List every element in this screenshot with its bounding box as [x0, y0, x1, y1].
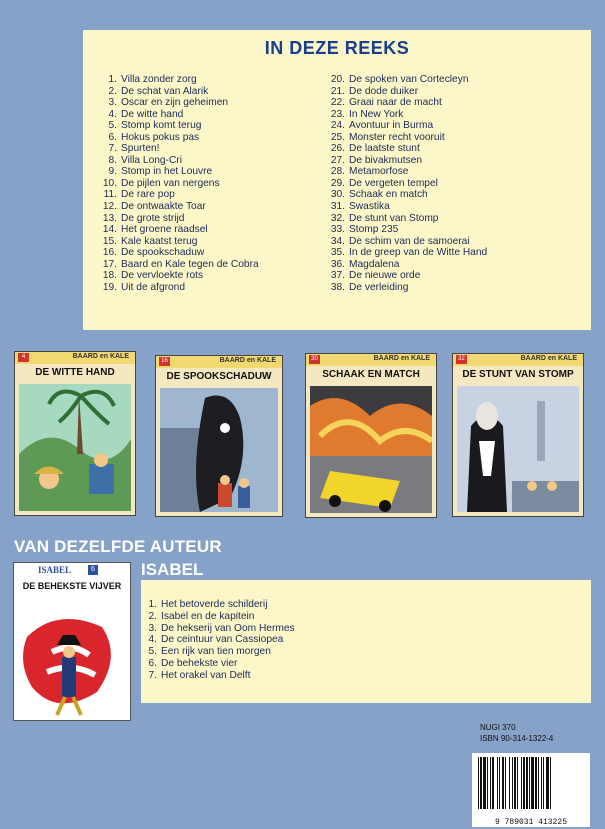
barcode-bar: [492, 757, 494, 809]
album-cover: [452, 353, 584, 517]
barcode-bar: [478, 757, 479, 809]
list-item: [97, 74, 259, 86]
barcode-bar: [490, 757, 491, 809]
list-item-number: 20.: [330, 74, 345, 85]
list-item-number: 31.: [330, 201, 345, 213]
barcode-bar: [535, 757, 537, 809]
series-list-col-2: [325, 74, 487, 293]
list-item: [325, 166, 487, 178]
list-item-title: Villa Long-Cri: [121, 154, 182, 166]
list-item: [325, 247, 487, 259]
cover-art-stunt-van-stomp: [457, 386, 579, 512]
list-item: [325, 155, 487, 167]
list-item: [325, 259, 487, 271]
isabel-cover-series: ISABEL: [38, 565, 72, 575]
list-item: [97, 201, 259, 213]
list-item-title: Isabel en de kapitein: [161, 610, 255, 622]
list-item-title: Stomp 235: [349, 224, 399, 236]
list-item: [325, 270, 487, 282]
list-item-number: 14.: [102, 224, 117, 236]
list-item: [141, 670, 295, 682]
list-item: [97, 143, 259, 155]
barcode-bar: [483, 757, 486, 809]
list-item: [325, 224, 487, 236]
list-item: [325, 213, 487, 225]
same-author-heading: VAN DEZELFDE AUTEUR: [14, 537, 222, 556]
list-item: [97, 270, 259, 282]
list-item-title: De ceintuur van Cassiopea: [161, 634, 284, 646]
barcode: [472, 753, 590, 827]
list-item-title: Het betoverde schilderij: [161, 599, 268, 610]
barcode-digits: 9 789031 413225: [494, 818, 567, 827]
list-item-title: Stomp komt terug: [121, 120, 202, 132]
list-item-title: De laatste stunt: [349, 143, 420, 155]
list-item-title: De dode duiker: [349, 85, 419, 97]
list-item-title: De spoken van Cortecleyn: [349, 74, 469, 85]
list-item: [325, 189, 487, 201]
isabel-list-panel: [141, 580, 591, 703]
list-item: [97, 224, 259, 236]
cover-title: DE WITTE HAND: [35, 367, 115, 378]
list-item-title: Oscar en zijn geheimen: [121, 97, 229, 109]
list-item: [141, 658, 295, 670]
cover-series-name: BAARD en KALE: [219, 357, 276, 364]
list-item-number: 17.: [102, 258, 117, 270]
list-item-title: De behekste vier: [161, 657, 238, 669]
barcode-bar: [529, 757, 530, 809]
list-item-number: 16.: [102, 247, 117, 259]
list-item-number: 8.: [108, 154, 117, 166]
barcode-bar: [480, 757, 482, 809]
list-item-title: Avontuur in Burma: [349, 120, 434, 132]
list-item-title: De bivakmutsen: [349, 154, 423, 166]
barcode-bar: [512, 757, 513, 809]
isbn-info: [480, 722, 553, 744]
list-item-title: Het orakel van Delft: [161, 669, 251, 681]
list-item-title: In New York: [349, 108, 404, 120]
list-item-number: 35.: [330, 247, 345, 259]
barcode-bars: [472, 753, 590, 813]
list-item: [97, 120, 259, 132]
barcode-bar: [487, 757, 488, 809]
barcode-bar: [550, 757, 551, 809]
list-item-title: Stomp in het Louvre: [121, 166, 213, 178]
list-item-number: 29.: [330, 177, 345, 189]
barcode-bar: [517, 757, 518, 809]
list-item-number: 2.: [108, 85, 117, 97]
cover-number: 16: [159, 357, 170, 366]
barcode-bar: [505, 757, 506, 809]
list-item-title: De verleiding: [349, 281, 409, 293]
list-item-number: 6.: [148, 657, 157, 669]
list-item-title: Baard en Kale tegen de Cobra: [121, 258, 259, 270]
list-item-number: 26.: [330, 143, 345, 155]
list-item-title: Een rijk van tien morgen: [161, 646, 271, 658]
list-item: [325, 86, 487, 98]
list-item: [97, 259, 259, 271]
list-item-title: Monster recht vooruit: [349, 131, 445, 143]
barcode-bar: [502, 757, 504, 809]
list-item-number: 10.: [102, 177, 117, 189]
barcode-bar: [531, 757, 534, 809]
isabel-cover-band: [14, 563, 130, 577]
list-item-title: De hekserij van Oom Hermes: [161, 622, 295, 634]
barcode-bar: [543, 757, 544, 809]
list-item-title: De ontwaakte Toar: [121, 201, 206, 213]
cover-number: 32: [456, 355, 467, 364]
list-item-number: 38.: [330, 281, 345, 293]
series-list-panel: [83, 30, 591, 330]
list-item-number: 18.: [102, 270, 117, 282]
list-item: [141, 646, 295, 658]
cover-art-schaak-en-match: [310, 386, 432, 513]
isabel-series-heading: ISABEL: [141, 560, 204, 579]
barcode-bar: [514, 757, 516, 809]
list-item: [325, 109, 487, 121]
list-item-number: 5.: [148, 646, 157, 658]
list-item-title: De spookschaduw: [121, 247, 205, 259]
list-item-title: De schim van de samoerai: [349, 235, 470, 247]
list-item-title: De witte hand: [121, 108, 184, 120]
list-item-title: Hokus pokus pas: [121, 131, 200, 143]
album-cover: [155, 355, 283, 517]
list-item-title: Magdalena: [349, 258, 400, 270]
list-item-title: Het groene raadsel: [121, 224, 208, 236]
list-item-number: 25.: [330, 131, 345, 143]
list-item: [97, 155, 259, 167]
list-item-title: De stunt van Stomp: [349, 212, 439, 224]
barcode-bar: [538, 757, 539, 809]
list-item-number: 11.: [103, 189, 117, 201]
list-item: [97, 97, 259, 109]
list-item: [97, 166, 259, 178]
barcode-bar: [497, 757, 498, 809]
list-item-number: 6.: [108, 131, 117, 143]
cover-series-name: BAARD en KALE: [72, 353, 129, 360]
list-item-title: De vergeten tempel: [349, 177, 438, 189]
list-item: [325, 236, 487, 248]
list-item: [141, 599, 295, 611]
list-item-title: Schaak en match: [349, 189, 428, 201]
list-item-number: 37.: [330, 270, 345, 282]
list-item: [325, 143, 487, 155]
list-item-title: Spurten!: [121, 143, 160, 155]
list-item: [325, 178, 487, 190]
cover-art-witte-hand: [19, 384, 131, 511]
list-item: [97, 86, 259, 98]
list-item-number: 21.: [330, 85, 345, 97]
list-item-number: 12.: [102, 201, 117, 213]
album-cover: [305, 353, 437, 518]
list-item-number: 4.: [108, 108, 117, 120]
list-item-number: 34.: [330, 235, 345, 247]
list-item-number: 13.: [102, 212, 117, 224]
isabel-list: [141, 599, 295, 682]
list-item-number: 4.: [148, 634, 157, 646]
list-item-title: De schat van Alarik: [121, 85, 209, 97]
list-item-number: 15.: [102, 235, 117, 247]
list-item: [325, 120, 487, 132]
cover-series-name: BAARD en KALE: [373, 355, 430, 362]
list-item: [97, 213, 259, 225]
isabel-cover-number: 6: [88, 565, 98, 575]
list-item: [325, 201, 487, 213]
list-item-number: 1.: [148, 599, 157, 610]
list-item-title: De pijlen van nergens: [121, 177, 220, 189]
barcode-bar: [541, 757, 542, 809]
list-item: [97, 236, 259, 248]
cover-art-spookschaduw: [160, 388, 278, 512]
list-item-number: 30.: [330, 189, 345, 201]
nugi-code: NUGI 370: [480, 723, 516, 732]
isabel-cover: [13, 562, 131, 721]
isbn-code: ISBN 90-314-1322-4: [480, 734, 554, 743]
list-item-title: Metamorfose: [349, 166, 409, 178]
cover-number: 30: [309, 355, 320, 364]
list-item-number: 19.: [102, 281, 117, 293]
barcode-bar: [521, 757, 522, 809]
list-item: [97, 282, 259, 294]
list-item-title: Kale kaatst terug: [121, 235, 198, 247]
list-item: [141, 611, 295, 623]
list-item-number: 7.: [108, 143, 117, 155]
list-item: [97, 189, 259, 201]
list-item: [325, 97, 487, 109]
list-item-number: 9.: [108, 166, 117, 178]
list-item-number: 36.: [330, 258, 345, 270]
barcode-bar: [499, 757, 500, 809]
list-item-number: 27.: [330, 154, 345, 166]
list-item-number: 22.: [330, 97, 345, 109]
list-item-number: 7.: [148, 669, 157, 681]
list-item: [141, 634, 295, 646]
list-item-number: 2.: [148, 610, 157, 622]
list-item: [325, 282, 487, 294]
list-item-title: De nieuwe orde: [349, 270, 421, 282]
barcode-bar: [509, 757, 510, 809]
list-item: [325, 74, 487, 86]
list-item-number: 1.: [108, 74, 117, 85]
cover-title: DE SPOOKSCHADUW: [166, 371, 272, 382]
isabel-cover-title: DE BEHEKSTE VIJVER: [22, 581, 122, 591]
barcode-bar: [526, 757, 528, 809]
list-item-title: Villa zonder zorg: [121, 74, 197, 85]
list-item-title: In de greep van de Witte Hand: [349, 247, 488, 259]
cover-series-name: BAARD en KALE: [520, 355, 577, 362]
list-item: [325, 132, 487, 144]
album-cover: [14, 351, 136, 516]
list-item-title: Graai naar de macht: [349, 97, 442, 109]
list-item-number: 24.: [330, 120, 345, 132]
list-item-number: 23.: [330, 108, 345, 120]
list-item: [97, 132, 259, 144]
cover-title: DE STUNT VAN STOMP: [462, 369, 574, 380]
list-item-number: 32.: [330, 212, 345, 224]
list-item-number: 28.: [330, 166, 345, 178]
barcode-bar: [523, 757, 525, 809]
list-item-title: De rare pop: [121, 189, 175, 201]
cover-number: 4: [18, 353, 29, 362]
list-item-number: 5.: [108, 120, 117, 132]
list-item: [141, 623, 295, 635]
list-item-title: De vervloekte rots: [121, 270, 204, 282]
series-list-col-1: [97, 74, 259, 293]
list-item: [97, 247, 259, 259]
list-item-title: Swastika: [349, 201, 390, 213]
list-item-number: 3.: [148, 622, 157, 634]
list-item: [97, 109, 259, 121]
series-list-title: IN DEZE REEKS: [264, 38, 410, 58]
list-item-number: 33.: [330, 224, 345, 236]
list-item-number: 3.: [108, 97, 117, 109]
list-item: [97, 178, 259, 190]
barcode-bar: [546, 757, 549, 809]
list-item-title: Uit de afgrond: [121, 281, 185, 293]
list-item-title: De grote strijd: [121, 212, 185, 224]
isabel-cover-art: [17, 597, 127, 717]
cover-title: SCHAAK EN MATCH: [322, 369, 420, 380]
